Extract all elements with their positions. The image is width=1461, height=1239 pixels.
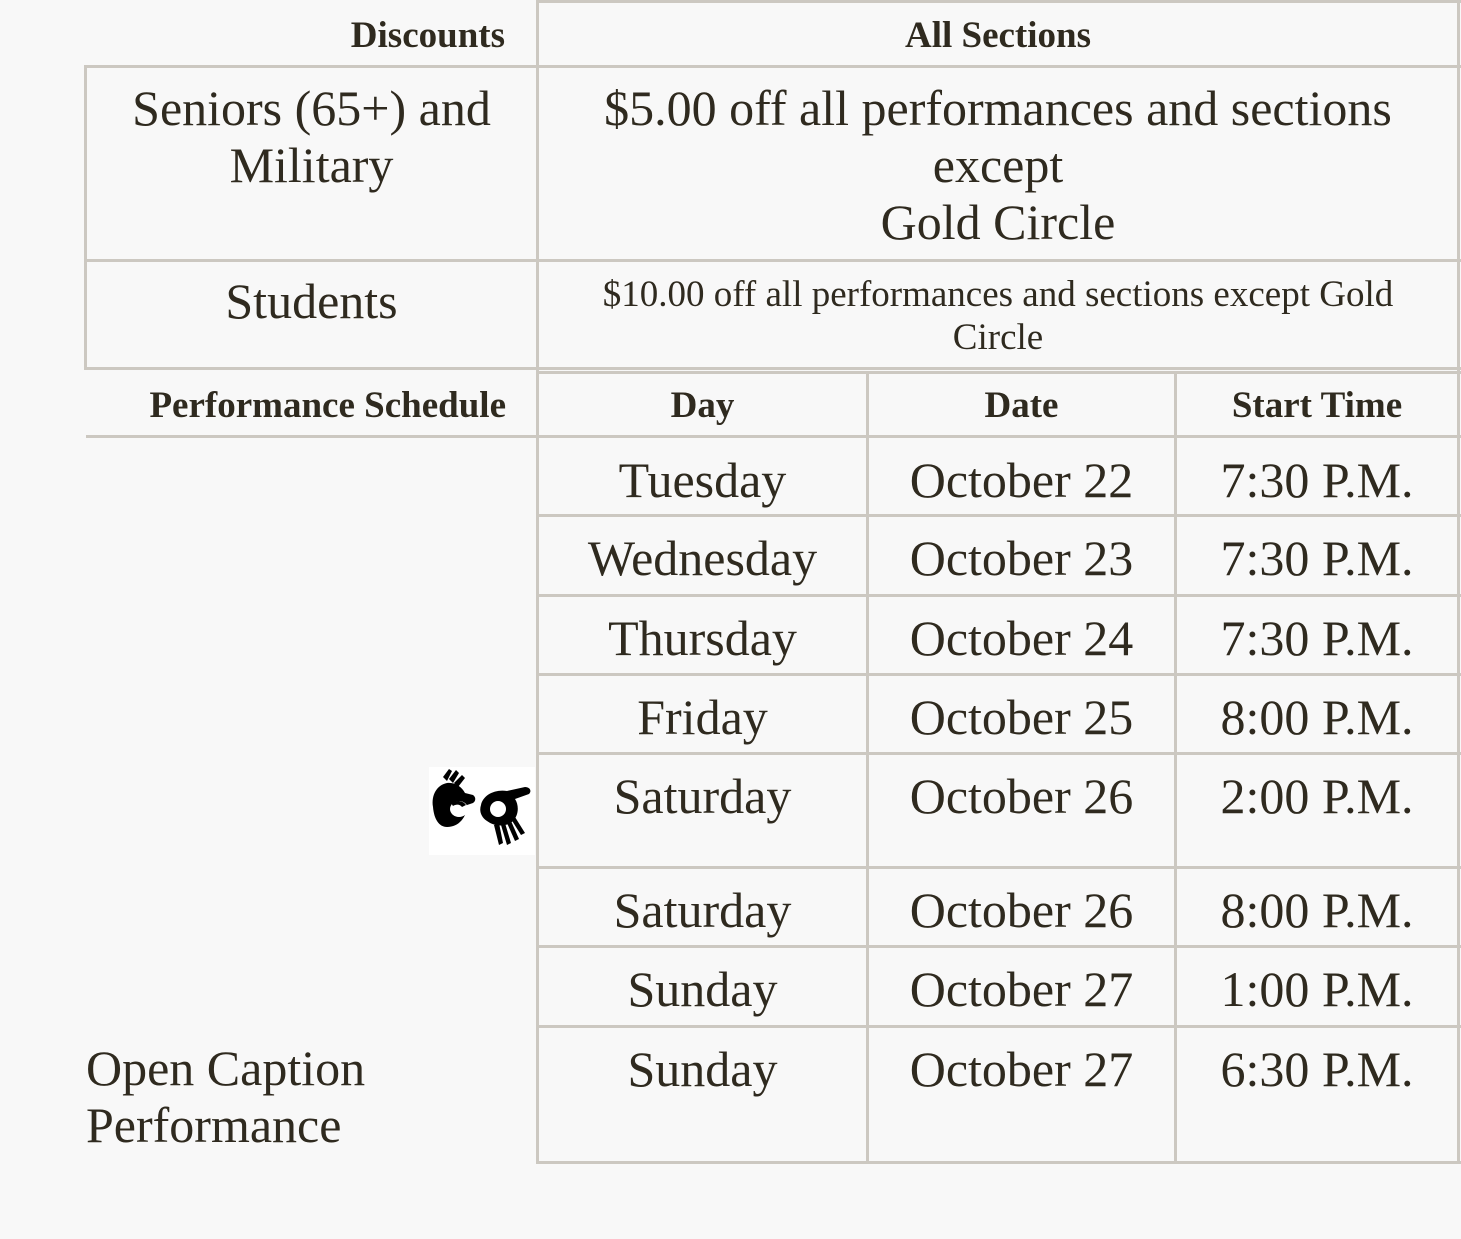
time-cell: 7:30 P.M. bbox=[1220, 530, 1414, 586]
date-cell: October 22 bbox=[909, 452, 1134, 508]
rule bbox=[537, 0, 1461, 3]
all-sections-header: All Sections bbox=[904, 14, 1092, 56]
students-discount-line: Circle bbox=[952, 317, 1044, 358]
open-caption-line: Open Caption bbox=[86, 1040, 366, 1096]
date-cell: October 27 bbox=[909, 961, 1134, 1017]
seniors-discount-line: Gold Circle bbox=[880, 194, 1116, 250]
students-discount-line: $10.00 off all performances and sections except Gold bbox=[602, 274, 1394, 315]
time-cell: 7:30 P.M. bbox=[1220, 610, 1414, 666]
rule bbox=[1457, 371, 1460, 1164]
date-cell: October 26 bbox=[909, 882, 1134, 938]
time-cell: 1:00 P.M. bbox=[1220, 961, 1414, 1017]
rule bbox=[537, 1161, 1461, 1164]
performance-schedule-header: Performance Schedule bbox=[149, 384, 506, 426]
seniors-discount bbox=[539, 80, 1457, 255]
day-cell: Friday bbox=[637, 689, 768, 745]
start-time-column-header: Start Time bbox=[1231, 384, 1403, 426]
seniors-military-text: Seniors (65+) and Military bbox=[132, 80, 491, 193]
day-cell: Thursday bbox=[608, 610, 797, 666]
rule bbox=[1457, 0, 1460, 372]
asl-interpreted-icon bbox=[429, 767, 535, 855]
rule bbox=[84, 367, 1461, 370]
day-column-header: Day bbox=[670, 384, 735, 426]
students-discount bbox=[539, 273, 1457, 365]
date-cell: October 23 bbox=[909, 530, 1134, 586]
day-cell: Sunday bbox=[627, 1041, 778, 1097]
time-cell: 7:30 P.M. bbox=[1220, 452, 1414, 508]
day-cell: Saturday bbox=[613, 882, 792, 938]
seniors-military-label bbox=[87, 80, 536, 200]
rule bbox=[84, 259, 1461, 262]
time-cell: 6:30 P.M. bbox=[1220, 1041, 1414, 1097]
date-cell: October 25 bbox=[909, 689, 1134, 745]
date-cell: October 24 bbox=[909, 610, 1134, 666]
seniors-discount-line: except bbox=[932, 137, 1064, 193]
students-label: Students bbox=[225, 273, 398, 329]
discounts-header: Discounts bbox=[350, 14, 505, 56]
open-caption-label bbox=[86, 1040, 365, 1154]
date-cell: October 27 bbox=[909, 1041, 1134, 1097]
day-cell: Tuesday bbox=[618, 452, 787, 508]
day-cell: Wednesday bbox=[587, 530, 818, 586]
day-cell: Saturday bbox=[613, 768, 792, 824]
seniors-discount-line: $5.00 off all performances and sections bbox=[604, 80, 1392, 136]
open-caption-line: Performance bbox=[86, 1097, 342, 1153]
day-cell: Sunday bbox=[627, 961, 778, 1017]
time-cell: 8:00 P.M. bbox=[1220, 689, 1414, 745]
date-cell: October 26 bbox=[909, 768, 1134, 824]
time-cell: 8:00 P.M. bbox=[1220, 882, 1414, 938]
date-column-header: Date bbox=[984, 384, 1059, 426]
time-cell: 2:00 P.M. bbox=[1220, 768, 1414, 824]
